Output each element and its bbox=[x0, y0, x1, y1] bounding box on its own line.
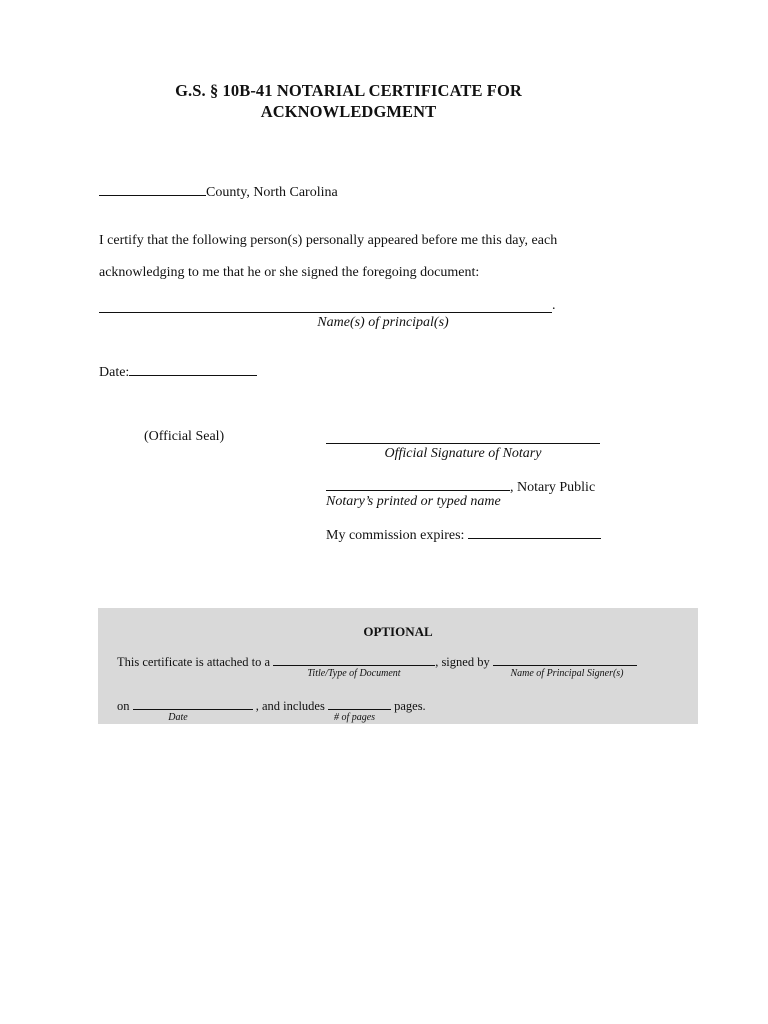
document-title-blank[interactable] bbox=[273, 653, 435, 666]
signer-caption: Name of Principal Signer(s) bbox=[510, 668, 624, 679]
optional-date-blank[interactable] bbox=[133, 697, 253, 710]
certification-line-2: acknowledging to me that he or she signed the foregoing document: bbox=[99, 265, 480, 280]
notary-printed-name-caption: Notary’s printed or typed name bbox=[326, 494, 501, 509]
principal-caption: Name(s) of principal(s) bbox=[317, 315, 449, 330]
notary-signature-caption: Official Signature of Notary bbox=[384, 446, 542, 461]
certification-line-1: I certify that the following person(s) personally appeared before me this day, each bbox=[99, 233, 558, 248]
notary-public-text: , Notary Public bbox=[510, 480, 596, 495]
commission-blank[interactable] bbox=[468, 526, 601, 539]
official-seal-label: (Official Seal) bbox=[144, 429, 225, 444]
county-blank[interactable] bbox=[99, 183, 206, 196]
signer-name-blank[interactable] bbox=[493, 653, 637, 666]
date-blank[interactable] bbox=[129, 363, 257, 376]
title-line-1: G.S. § 10B-41 NOTARIAL CERTIFICATE FOR bbox=[175, 81, 522, 100]
document-title bbox=[0, 80, 697, 122]
principal-name-line[interactable] bbox=[99, 312, 552, 313]
notary-signature-line[interactable] bbox=[326, 443, 600, 444]
date-label: Date: bbox=[99, 365, 130, 380]
pages-blank[interactable] bbox=[328, 697, 391, 710]
pages-text: pages. bbox=[394, 699, 426, 713]
attached-row bbox=[117, 653, 637, 669]
attached-text: This certificate is attached to a bbox=[117, 655, 271, 669]
date-pages-row bbox=[117, 697, 426, 713]
signed-by-text: , signed by bbox=[435, 655, 490, 669]
optional-section bbox=[98, 608, 698, 724]
commission-label: My commission expires: bbox=[326, 528, 465, 543]
includes-text: , and includes bbox=[255, 699, 325, 713]
principal-period: . bbox=[552, 298, 556, 313]
commission-row bbox=[326, 526, 601, 544]
venue-text: County, North Carolina bbox=[206, 185, 338, 200]
title-type-caption: Title/Type of Document bbox=[307, 668, 401, 679]
date-caption: Date bbox=[168, 712, 188, 723]
on-text: on bbox=[117, 699, 130, 713]
pages-caption: # of pages bbox=[333, 712, 376, 723]
date-row bbox=[99, 363, 257, 381]
optional-heading: OPTIONAL bbox=[363, 624, 433, 639]
notary-name-blank[interactable] bbox=[326, 478, 510, 491]
venue-row bbox=[99, 183, 338, 201]
title-line-2: ACKNOWLEDGMENT bbox=[260, 102, 437, 121]
